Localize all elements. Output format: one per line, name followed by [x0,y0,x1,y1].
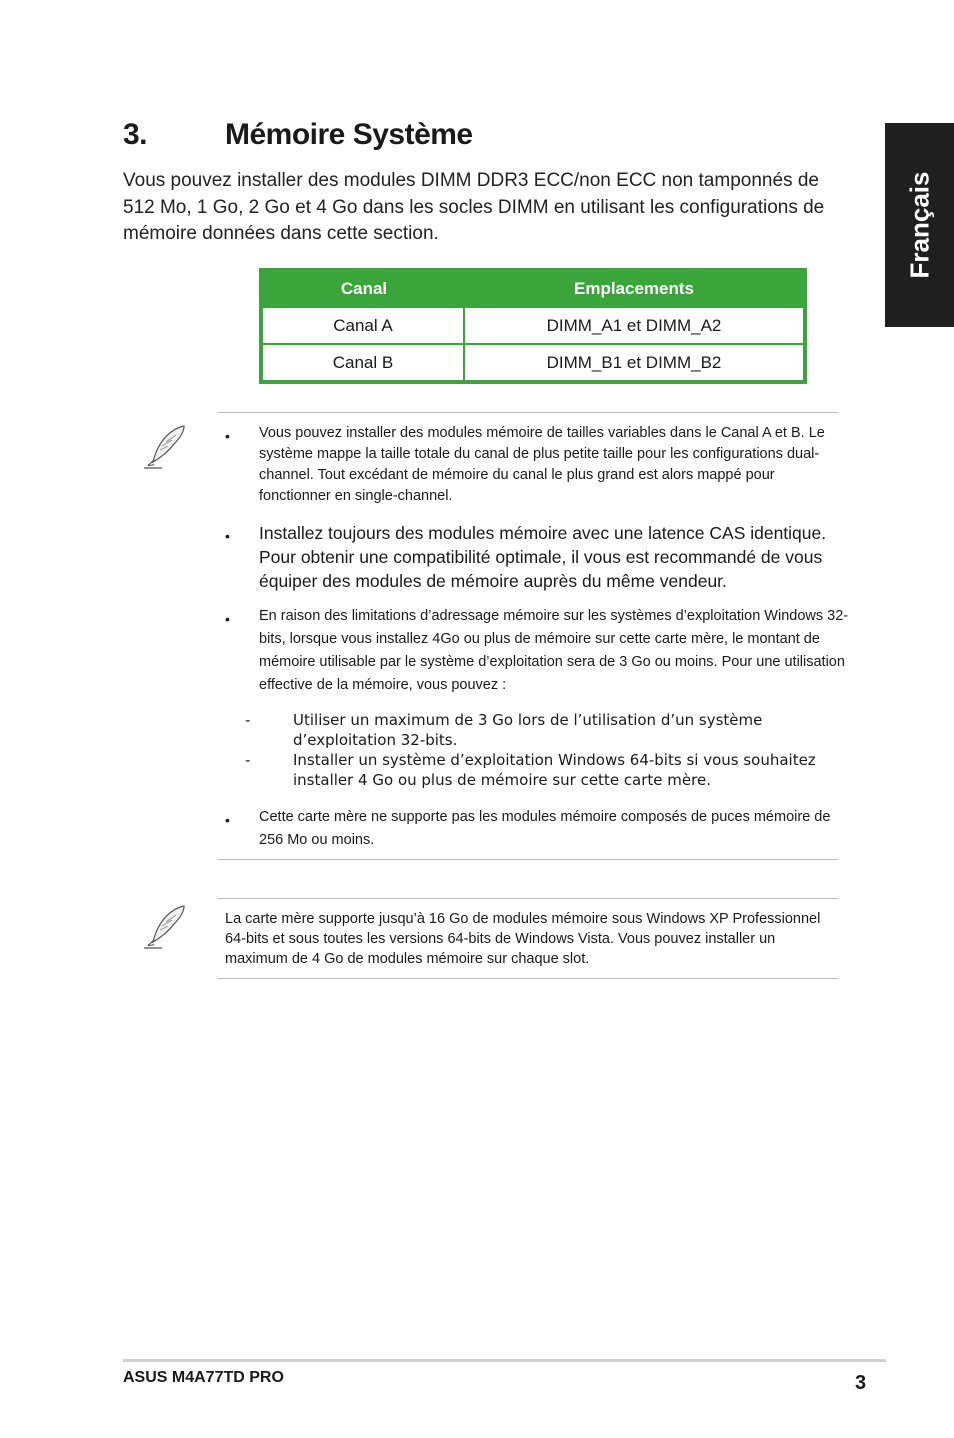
bullet-marker: • [225,611,230,627]
memory-channel-table [259,268,807,384]
bullet-marker: • [225,428,230,444]
table-header-canal: Canal [340,279,388,298]
section-number: 3. [123,118,148,151]
note-item: Cette carte mère ne supporte pas les modules mémoire composés de puces mémoire de 256 Mo ou moins. [259,809,831,848]
bullet-marker: • [225,812,230,828]
section-title [123,118,473,152]
note-top-rule [218,898,838,899]
section-title-text: Mémoire Système [225,118,473,151]
table-header-row [263,272,803,306]
note-sub-item: Installer un système d’exploitation Windows 64-bits si vous souhaitez installer 4 Go ou plus de mémoire sur cette carte mère. [293,751,816,789]
dash-marker: - [245,711,251,729]
language-tab-label: Français [904,171,934,279]
table-cell: DIMM_B1 et DIMM_B2 [465,343,803,380]
intro-paragraph: Vous pouvez installer des modules DIMM DDR3 ECC/non ECC non tamponnés de 512 Mo, 1 Go, 2 Go et 4 Go dans les socles DIMM en utilisant les configurations de mémoire données dans cette section. [123,170,825,244]
table-cell: Canal B [263,343,465,380]
bullet-marker: • [225,528,230,544]
note-item: Installez toujours des modules mémoire avec une latence CAS identique. Pour obtenir une compatibilité optimale, il vous est recommandé de vous équiper des modules de mémoire auprès du même vendeur. [259,523,827,591]
table-row [263,343,803,380]
note-text: La carte mère supporte jusqu’à 16 Go de modules mémoire sous Windows XP Professionnel 64-bits et sous toutes les versions 64-bits de Windows Vista. Vous pouvez installer un maximum de 4 Go de modules mémoire sur chaque slot. [225,911,821,967]
table-cell: Canal A [263,306,465,343]
dash-marker: - [245,751,251,769]
note-bottom-rule [218,859,838,860]
note-bottom-rule [218,978,838,979]
table-header-emplacements: Emplacements [574,279,694,298]
footer-model-name: ASUS M4A77TD PRO [123,1369,284,1386]
feather-pen-icon [140,420,192,472]
page-number: 3 [855,1372,867,1394]
feather-pen-icon [140,900,192,952]
table-row [263,306,803,343]
note-sub-item: Utiliser un maximum de 3 Go lors de l’utilisation d’un système d’exploitation 32-bits. [293,711,763,749]
table-cell: DIMM_A1 et DIMM_A2 [465,306,803,343]
note-top-rule [218,412,838,413]
language-tab [885,123,954,327]
footer-rule [123,1359,886,1362]
note-item: En raison des limitations d’adressage mémoire sur les systèmes d’exploitation Windows 32-bits, lorsque vous installez 4Go ou plus de mémoire sur cette carte mère, le montant de mémoire utilisable par le système d’exploitation sera de 3 Go ou moins. Pour une utilisation effective de la mémoire, vous pouvez : [259,608,849,693]
note-item: Vous pouvez installer des modules mémoire de tailles variables dans le Canal A et B. Le système mappe la taille totale du canal de plus petite taille pour les configurations dual-channel. Tout excédant de mémoire du canal le plus grand est alors mappé pour fonctionner en single-channel. [259,425,825,504]
